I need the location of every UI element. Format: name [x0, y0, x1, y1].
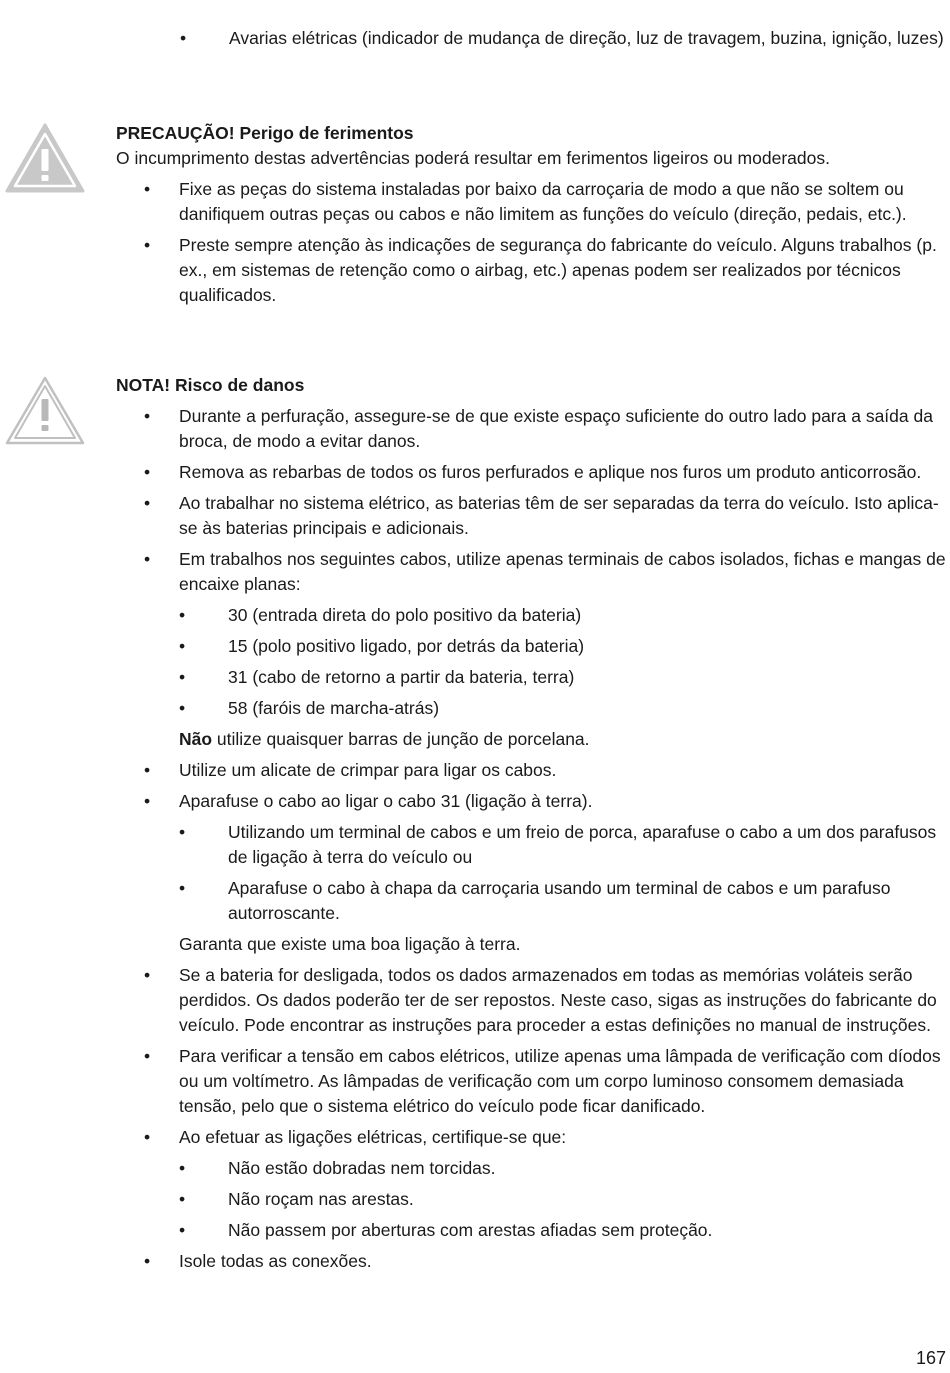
- notice-heading: NOTA! Risco de danos: [116, 375, 305, 395]
- list-item: • Remova as rebarbas de todos os furos perfurados e aplique nos furos um produto anticorrosão.: [116, 460, 946, 485]
- list-item: • Avarias elétricas (indicador de mudança de direção, luz de travagem, buzina, ignição, luzes): [180, 26, 945, 51]
- warning-triangle-icon: [4, 374, 86, 446]
- list-item: • Durante a perfuração, assegure-se de que existe espaço suficiente do outro lado para a saída da broca, de modo a evitar danos.: [116, 404, 946, 454]
- caution-section: [116, 121, 946, 314]
- list-item-text: Aparafuse o cabo ao ligar o cabo 31 (ligação à terra).: [179, 791, 593, 811]
- caution-intro: O incumprimento destas advertências poderá resultar em ferimentos ligeiros ou moderados.: [116, 148, 830, 168]
- sub-list-item: • 58 (faróis de marcha-atrás): [179, 696, 946, 721]
- sub-list-item: • 30 (entrada direta do polo positivo da bateria): [179, 603, 946, 628]
- notice-list: [116, 404, 946, 1274]
- item-note: Garanta que existe uma boa ligação à terra.: [179, 934, 521, 954]
- list-item: • Ao trabalhar no sistema elétrico, as baterias têm de ser separadas da terra do veículo. Isto aplica-se às baterias principais e adicionais.: [116, 491, 946, 541]
- sub-list: [179, 1156, 946, 1243]
- item-note: [179, 727, 946, 752]
- sub-list: [179, 820, 946, 926]
- note-emphasis: Não: [179, 729, 213, 749]
- list-item: [116, 1125, 946, 1243]
- list-item: • Isole todas as conexões.: [116, 1249, 946, 1274]
- sub-list-item: • Não estão dobradas nem torcidas.: [179, 1156, 946, 1181]
- list-item: [116, 789, 946, 957]
- list-item: • Utilize um alicate de crimpar para ligar os cabos.: [116, 758, 946, 783]
- sub-list-item: • 31 (cabo de retorno a partir da bateria, terra): [179, 665, 946, 690]
- top-sub-list: [180, 26, 945, 51]
- list-item: • Preste sempre atenção às indicações de segurança do fabricante do veículo. Alguns trabalhos (p. ex., em sistemas de retenção como o airbag, etc.) apenas podem ser realizados por técnicos qualificados.: [116, 233, 946, 308]
- list-item-text: Ao efetuar as ligações elétricas, certifique-se que:: [179, 1127, 567, 1147]
- note-text: utilize quaisquer barras de junção de porcelana.: [212, 729, 590, 749]
- caution-heading: PRECAUÇÃO! Perigo de ferimentos: [116, 123, 414, 143]
- sub-list-item: • Utilizando um terminal de cabos e um freio de porca, aparafuse o cabo a um dos parafusos de ligação à terra do veículo ou: [179, 820, 946, 870]
- list-item-text: Em trabalhos nos seguintes cabos, utilize apenas terminais de cabos isolados, fichas e mangas de encaixe planas:: [179, 549, 946, 594]
- sub-list-item: • Não roçam nas arestas.: [179, 1187, 946, 1212]
- list-item: • Se a bateria for desligada, todos os dados armazenados em todas as memórias voláteis serão perdidos. Os dados poderão ter de ser repostos. Neste caso, sigas as instruções do fabricante do veículo. Pode encontrar as instruções para proceder a estas definições no manual de instruções.: [116, 963, 946, 1038]
- notice-section: [116, 373, 946, 1280]
- sub-list: [179, 603, 946, 721]
- list-item: • Fixe as peças do sistema instaladas por baixo da carroçaria de modo a que não se soltem ou danifiquem outras peças ou cabos e não limitem as funções do veículo (direção, pedais, etc.).: [116, 177, 946, 227]
- warning-triangle-icon: [4, 122, 86, 194]
- list-item: [116, 547, 946, 752]
- caution-list: [116, 177, 946, 308]
- sub-list-item: • Não passem por aberturas com arestas afiadas sem proteção.: [179, 1218, 946, 1243]
- page-number: 167: [915, 1348, 946, 1368]
- top-continuation-list: [180, 26, 945, 57]
- list-item: • Para verificar a tensão em cabos elétricos, utilize apenas uma lâmpada de verificação com díodos ou um voltímetro. As lâmpadas de verificação com um corpo luminoso consomem demasiada tensão, pelo que o sistema elétrico do veículo pode ficar danificado.: [116, 1044, 946, 1119]
- sub-list-item: • 15 (polo positivo ligado, por detrás da bateria): [179, 634, 946, 659]
- sub-list-item: • Aparafuse o cabo à chapa da carroçaria usando um terminal de cabos e um parafuso autorroscante.: [179, 876, 946, 926]
